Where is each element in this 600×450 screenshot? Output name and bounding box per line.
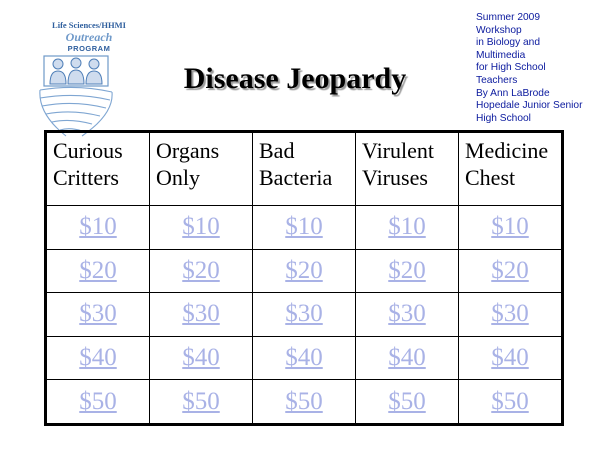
note-line: Multimedia [476, 49, 526, 61]
board-cell [253, 206, 356, 250]
note-line: Hopedale Junior Senior [476, 100, 583, 112]
value-row [47, 249, 562, 293]
note-line: Teachers [476, 74, 518, 86]
category-label: Only [156, 165, 200, 190]
category-label: Organs [156, 138, 220, 163]
question-link[interactable]: $40 [285, 344, 323, 372]
category-row [47, 133, 562, 206]
board-cell [150, 206, 253, 250]
note-line: in Biology and [476, 37, 541, 49]
board-cell [356, 293, 459, 337]
question-link[interactable]: $20 [388, 256, 426, 284]
board-cell [253, 336, 356, 380]
category-label: Curious [53, 138, 123, 163]
board-cell [47, 249, 150, 293]
board-cell [150, 293, 253, 337]
board-cell [47, 336, 150, 380]
category-label: Virulent [362, 138, 434, 163]
question-link[interactable]: $50 [79, 387, 117, 415]
board-cell [47, 380, 150, 424]
board-cell [356, 249, 459, 293]
question-link[interactable]: $30 [79, 300, 117, 328]
logo-text-middle: Outreach [65, 30, 113, 44]
question-link[interactable]: $40 [388, 344, 426, 372]
board-cell [459, 249, 562, 293]
question-link[interactable]: $20 [491, 256, 529, 284]
logo-text-bottom: PROGRAM [67, 44, 111, 53]
board-cell [459, 206, 562, 250]
question-link[interactable]: $20 [285, 256, 323, 284]
note-line: High School [476, 112, 531, 124]
board-cell [253, 293, 356, 337]
category-label: Critters [53, 165, 119, 190]
board-cell [253, 380, 356, 424]
question-link[interactable]: $50 [491, 387, 529, 415]
board-cell [356, 336, 459, 380]
board-cell [47, 206, 150, 250]
category-organs-only [150, 133, 253, 206]
question-link[interactable]: $30 [388, 300, 426, 328]
category-bad-bacteria [253, 133, 356, 206]
question-link[interactable]: $10 [182, 213, 220, 241]
category-label: Chest [465, 165, 516, 190]
question-link[interactable]: $10 [79, 213, 117, 241]
category-label: Medicine [465, 138, 549, 163]
question-link[interactable]: $50 [285, 387, 323, 415]
note-line: for High School [476, 62, 546, 74]
question-link[interactable]: $10 [491, 213, 529, 241]
outreach-logo [34, 20, 144, 140]
logo-text-top: Life Sciences/HHMI [52, 20, 126, 30]
question-link[interactable]: $10 [285, 213, 323, 241]
board-cell [356, 380, 459, 424]
note-line: By Ann LaBrode [476, 87, 550, 99]
value-row [47, 336, 562, 380]
value-row [47, 206, 562, 250]
question-link[interactable]: $50 [182, 387, 220, 415]
people-logo-icon [36, 54, 116, 138]
question-link[interactable]: $40 [79, 344, 117, 372]
board-cell [47, 293, 150, 337]
value-row [47, 293, 562, 337]
board-cell [459, 293, 562, 337]
category-label: Viruses [362, 165, 428, 190]
board-cell [459, 336, 562, 380]
question-link[interactable]: $10 [388, 213, 426, 241]
category-curious-critters [47, 133, 150, 206]
jeopardy-board [44, 130, 564, 426]
category-virulent-viruses [356, 133, 459, 206]
category-medicine-chest [459, 133, 562, 206]
note-line: Workshop [476, 24, 522, 36]
board-cell [253, 249, 356, 293]
board-cell [459, 380, 562, 424]
category-label: Bacteria [259, 165, 333, 190]
value-row [47, 380, 562, 424]
question-link[interactable]: $30 [182, 300, 220, 328]
question-link[interactable]: $30 [285, 300, 323, 328]
question-link[interactable]: $30 [491, 300, 529, 328]
board-cell [356, 206, 459, 250]
workshop-note [476, 12, 598, 125]
board-cell [150, 380, 253, 424]
board-cell [150, 249, 253, 293]
note-line: Summer 2009 [476, 12, 540, 23]
question-link[interactable]: $20 [182, 256, 220, 284]
question-link[interactable]: $40 [491, 344, 529, 372]
board-cell [150, 336, 253, 380]
jeopardy-grid [46, 132, 562, 424]
question-link[interactable]: $20 [79, 256, 117, 284]
question-link[interactable]: $40 [182, 344, 220, 372]
question-link[interactable]: $50 [388, 387, 426, 415]
category-label: Bad [259, 138, 295, 163]
page-title: Disease Jeopardy [183, 62, 407, 95]
